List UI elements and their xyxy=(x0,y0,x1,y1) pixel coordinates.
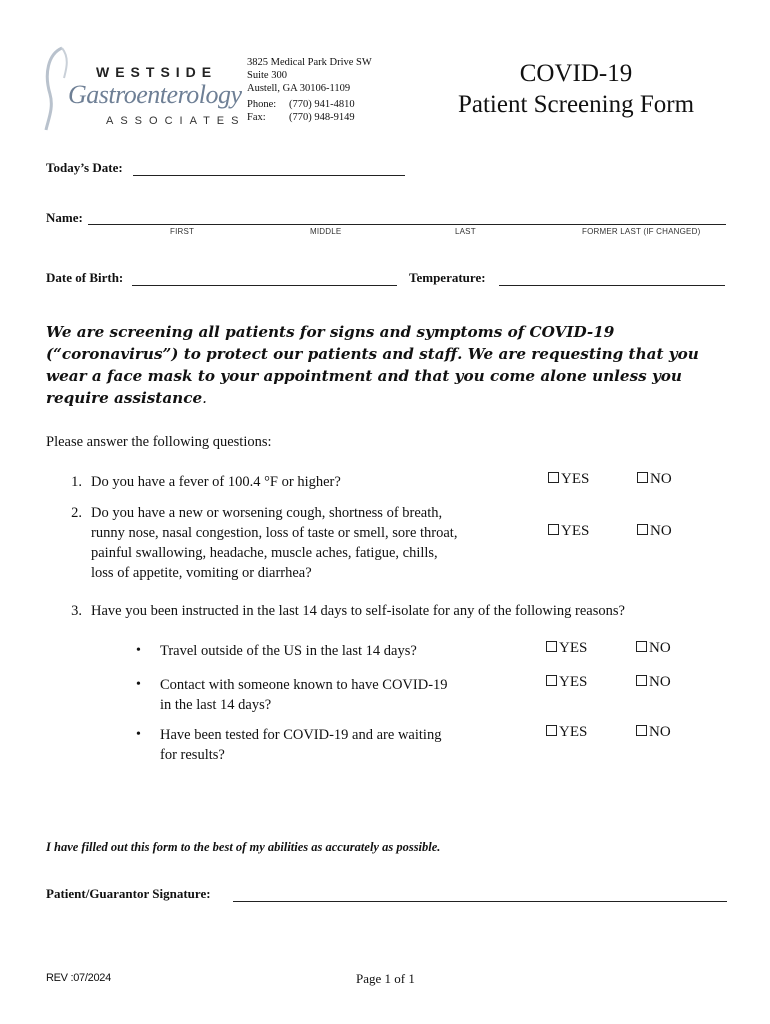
form-title xyxy=(440,58,712,120)
signature-label: Patient/Guarantor Signature: xyxy=(46,886,211,901)
sub-question-2-line-2: in the last 14 days? xyxy=(160,697,272,713)
sub-question-2-text xyxy=(160,675,448,715)
name-first-caption: FIRST xyxy=(170,227,195,236)
s2-no-checkbox[interactable] xyxy=(636,675,647,686)
question-1-number: 1. xyxy=(71,474,82,490)
s3-yes-option[interactable] xyxy=(546,724,587,741)
s3-no-option[interactable] xyxy=(636,724,671,741)
phone-row xyxy=(247,98,372,111)
sub-question-3-line-1: Have been tested for COVID-19 and are waiting xyxy=(160,727,442,743)
questions-prompt: Please answer the following questions: xyxy=(46,434,272,450)
s1-yes-option[interactable] xyxy=(546,640,587,657)
question-3-number: 3. xyxy=(71,603,82,619)
q2-no-option[interactable] xyxy=(637,523,672,540)
question-3-text xyxy=(91,601,625,621)
q2-no-checkbox[interactable] xyxy=(637,524,648,535)
address-line-1: 3825 Medical Park Drive SW xyxy=(247,57,372,68)
s1-no-label: NO xyxy=(649,640,671,656)
question-1-line: Do you have a fever of 100.4 °F or higher? xyxy=(91,474,341,490)
name-middle-caption: MIDDLE xyxy=(310,227,342,236)
intro-tail: . xyxy=(202,389,207,407)
fax-label: Fax: xyxy=(247,112,266,123)
fax-row xyxy=(247,111,372,124)
phone-label: Phone: xyxy=(247,99,277,110)
intro-body: We are screening all patients for signs and symptoms of COVID-19 (“coronavirus”) to protect our patients and staff. We are requesting that you wear a face mask to your appointment and that you come alone unless you require assistance xyxy=(46,323,699,407)
question-2-line-4: loss of appetite, vomiting or diarrhea? xyxy=(91,565,312,581)
q2-yes-checkbox[interactable] xyxy=(548,524,559,535)
s3-no-checkbox[interactable] xyxy=(636,725,647,736)
temperature-label: Temperature: xyxy=(409,270,486,285)
question-2-number: 2. xyxy=(71,505,82,521)
s3-no-label: NO xyxy=(649,724,671,740)
phone-number: (770) 941-4810 xyxy=(289,99,355,110)
name-field[interactable] xyxy=(88,224,726,225)
address-line-3: Austell, GA 30106-1109 xyxy=(247,83,351,94)
question-3-line: Have you been instructed in the last 14 days to self-isolate for any of the following reasons? xyxy=(91,603,625,619)
s1-no-option[interactable] xyxy=(636,640,671,657)
q1-yes-checkbox[interactable] xyxy=(548,472,559,483)
q2-no-label: NO xyxy=(650,523,672,539)
s1-no-checkbox[interactable] xyxy=(636,641,647,652)
dob-field[interactable] xyxy=(132,285,397,286)
q1-yes-option[interactable] xyxy=(548,471,589,488)
temperature-field[interactable] xyxy=(499,285,725,286)
s1-yes-checkbox[interactable] xyxy=(546,641,557,652)
q1-yes-label: YES xyxy=(561,471,590,487)
question-2-line-3: painful swallowing, headache, muscle aches, fatigue, chills, xyxy=(91,545,438,561)
name-last-caption: LAST xyxy=(455,227,476,236)
q2-yes-label: YES xyxy=(561,523,590,539)
sub-question-2-line-1: Contact with someone known to have COVID-19 xyxy=(160,677,448,693)
form-title-line-1: COVID-19 xyxy=(519,60,633,87)
sub-question-1-bullet: • xyxy=(136,643,141,658)
q2-yes-option[interactable] xyxy=(548,523,589,540)
question-1-text xyxy=(91,472,341,492)
sub-question-1-line: Travel outside of the US in the last 14 days? xyxy=(160,643,417,659)
s2-no-label: NO xyxy=(649,674,671,690)
q1-no-label: NO xyxy=(650,471,672,487)
sub-question-3-text xyxy=(160,725,441,765)
todays-date-label: Today’s Date: xyxy=(46,160,123,175)
sub-question-2-bullet: • xyxy=(136,677,141,692)
dob-label: Date of Birth: xyxy=(46,270,124,285)
page-number: Page 1 of 1 xyxy=(356,971,415,986)
logo-westside-text: WESTSIDE xyxy=(96,64,218,80)
screening-intro-text xyxy=(46,321,736,409)
practice-address-block xyxy=(247,56,372,124)
sub-question-3-line-2: for results? xyxy=(160,747,225,763)
question-2-line-2: runny nose, nasal congestion, loss of taste or smell, sore throat, xyxy=(91,525,458,541)
sub-question-3-bullet: • xyxy=(136,727,141,742)
fax-number: (770) 948-9149 xyxy=(289,112,355,123)
revision-label: REV :07/2024 xyxy=(46,972,111,984)
logo-associates-text: ASSOCIATES xyxy=(106,115,246,127)
question-2-line-1: Do you have a new or worsening cough, shortness of breath, xyxy=(91,505,443,521)
logo-gastroenterology-text: Gastroenterology xyxy=(68,80,242,109)
attestation-text: I have filled out this form to the best of my abilities as accurately as possible. xyxy=(46,840,441,854)
s2-yes-option[interactable] xyxy=(546,674,587,691)
q1-no-option[interactable] xyxy=(637,471,672,488)
address-line-2: Suite 300 xyxy=(247,70,287,81)
sub-question-1-text xyxy=(160,641,417,661)
signature-field[interactable] xyxy=(233,901,727,902)
s1-yes-label: YES xyxy=(559,640,588,656)
s2-no-option[interactable] xyxy=(636,674,671,691)
question-2-text xyxy=(91,503,457,583)
s2-yes-checkbox[interactable] xyxy=(546,675,557,686)
name-label: Name: xyxy=(46,210,83,225)
s3-yes-label: YES xyxy=(559,724,588,740)
q1-no-checkbox[interactable] xyxy=(637,472,648,483)
s2-yes-label: YES xyxy=(559,674,588,690)
form-title-line-2: Patient Screening Form xyxy=(457,91,695,118)
todays-date-field[interactable] xyxy=(133,175,405,176)
name-former-last-caption: FORMER LAST (IF CHANGED) xyxy=(582,227,701,236)
s3-yes-checkbox[interactable] xyxy=(546,725,557,736)
